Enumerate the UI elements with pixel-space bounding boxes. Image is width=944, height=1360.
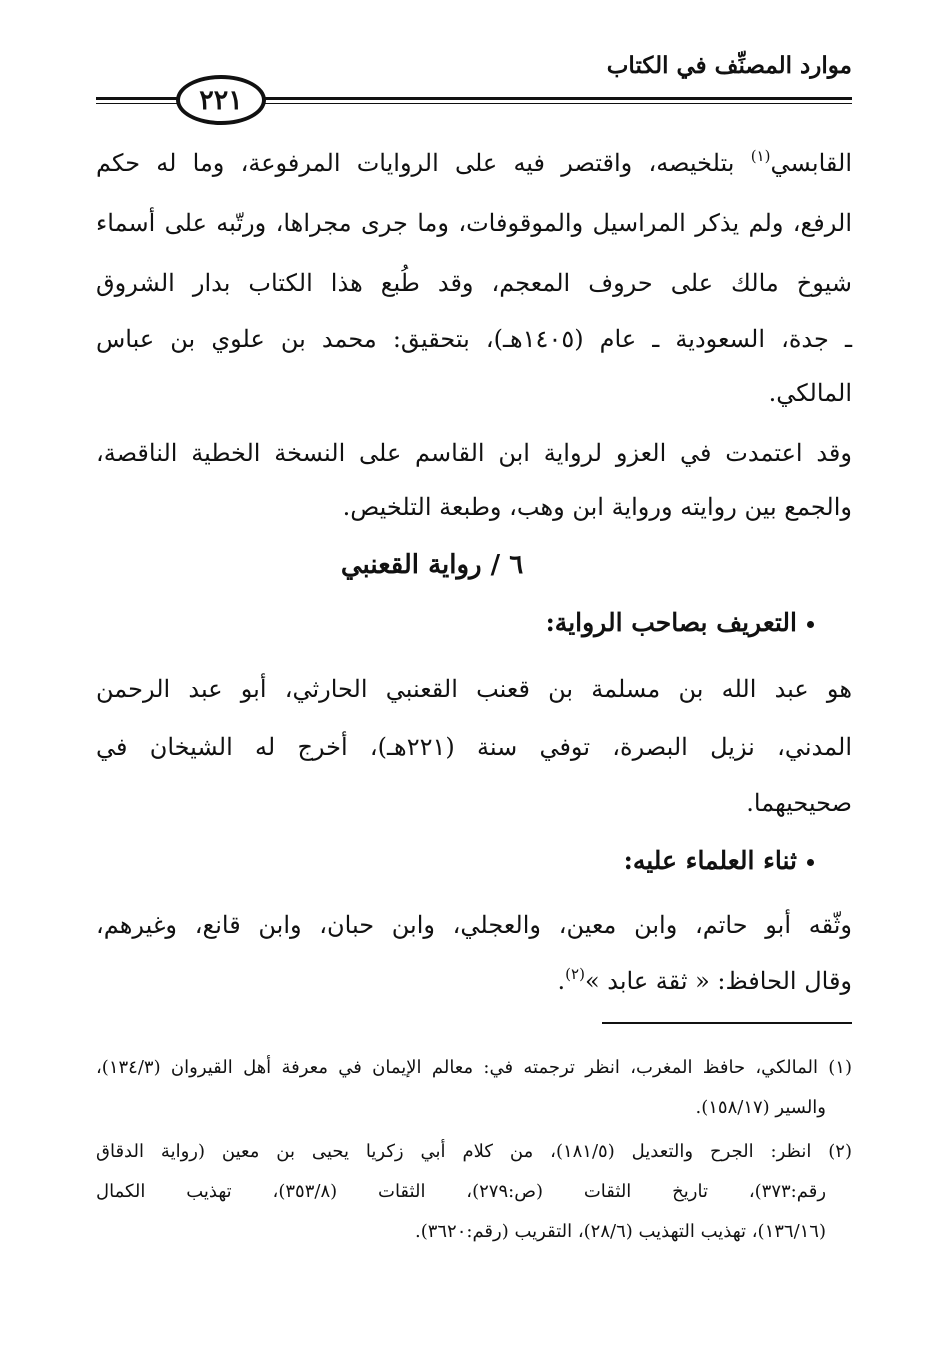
paragraph-line: الرفع، ولم يذكر المراسيل والموقوفات، وما جرى مجراها، ورتّبه على أسماء [96, 209, 852, 237]
page-number: ٢٢١ [176, 75, 266, 125]
paragraph-line [96, 964, 852, 998]
word: القابسي [770, 149, 852, 177]
footnote-marker: (٢) [565, 965, 585, 983]
footnote-line: (٢) انظر: الجرح والتعديل (١٨١/٥)، من كلام أبي زكريا يحيى بن معين (رواية الدقاق [96, 1141, 852, 1162]
bullet-icon [807, 859, 814, 866]
line-text: وقال الحافظ: « ثقة عابد » [584, 967, 852, 995]
subhead-text: ثناء العلماء عليه: [623, 846, 797, 875]
footnote-rule [602, 1022, 852, 1024]
subhead [546, 608, 814, 637]
footnote-line: (١) المالكي، حافظ المغرب، انظر ترجمته في: معالم الإيمان في معرفة أهل القيروان (١٣٤/٣)، [96, 1057, 852, 1078]
running-title: موارد المصنِّف في الكتاب [606, 52, 852, 79]
paragraph-line: وثّقه أبو حاتم، وابن معين، والعجلي، وابن حبان، وابن قانع، وغيرهم، [96, 911, 852, 939]
paragraph-line [96, 146, 852, 180]
paragraph-line: شيوخ مالك على حروف المعجم، وقد طُبع هذا الكتاب بدار الشروق [96, 269, 852, 297]
paragraph-line: المدني، نزيل البصرة، توفي سنة (٢٢١هـ)، أخرج له الشيخان في [96, 733, 852, 761]
subhead-text: التعريف بصاحب الرواية: [545, 608, 797, 637]
bullet-icon [807, 621, 814, 628]
subhead [624, 846, 814, 875]
footnote-line: والسير (١٥٨/١٧). [695, 1097, 826, 1118]
footnote-line: (١٣٦/١٦)، تهذيب التهذيب (٢٨/٦)، التقريب (رقم:٣٦٢٠). [414, 1221, 826, 1242]
paragraph-line: صحيحيهما. [746, 789, 852, 817]
line-text: بتلخيصه، واقتصر فيه على الروايات المرفوعة، وما له حكم [96, 149, 735, 177]
footnote-marker: (١) [750, 147, 771, 165]
paragraph-line: والجمع بين روايته ورواية ابن وهب، وطبعة التلخيص. [342, 493, 852, 521]
punctuation: . [557, 967, 566, 995]
footnote-line: رقم:٣٧٣)، تاريخ الثقات (ص:٢٧٩)، الثقات (٣٥٣/٨)، تهذيب الكمال [96, 1181, 827, 1202]
section-title: ٦ / رواية القعنبي [340, 550, 524, 580]
paragraph-line: وقد اعتمدت في العزو لرواية ابن القاسم على النسخة الخطية الناقصة، [96, 439, 852, 467]
paragraph-line: هو عبد الله بن مسلمة بن قعنب القعنبي الحارثي، أبو عبد الرحمن [96, 675, 852, 703]
paragraph-line: ـ جدة، السعودية ـ عام (١٤٠٥هـ)، بتحقيق: محمد بن علوي بن عباس [96, 325, 853, 353]
paragraph-line: المالكي. [768, 379, 852, 407]
